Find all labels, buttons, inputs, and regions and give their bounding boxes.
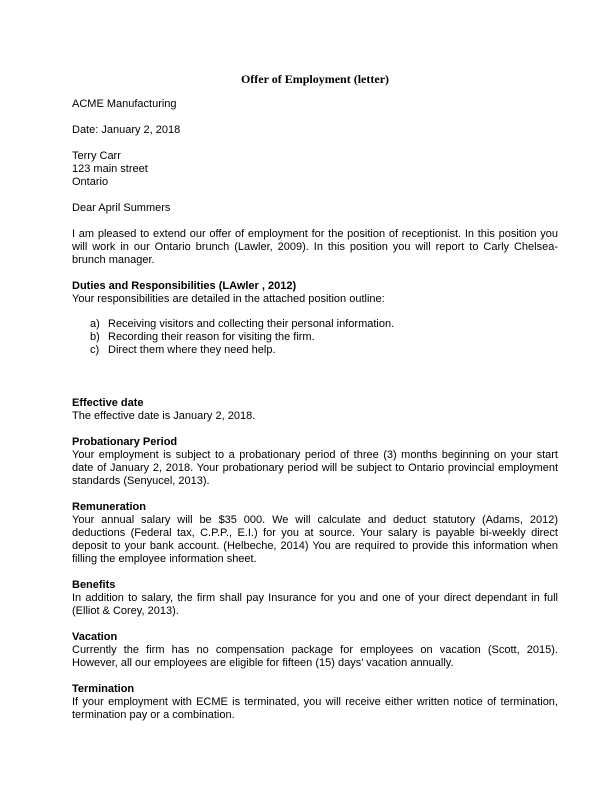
list-item-text: Receiving visitors and collecting their personal information.	[108, 318, 395, 330]
list-item-text: Recording their reason for visiting the firm.	[108, 331, 315, 343]
salutation: Dear April Summers	[72, 202, 171, 214]
recipient-name: Terry Carr	[72, 150, 121, 162]
recipient-province: Ontario	[72, 176, 109, 188]
benefits-section	[72, 579, 558, 618]
letter-page	[72, 72, 558, 735]
list-marker: a)	[90, 318, 100, 330]
vacation-section	[72, 631, 558, 670]
effective-text: The effective date is January 2, 2018.	[72, 410, 256, 422]
list-item	[72, 331, 558, 344]
letter-date: Date: January 2, 2018	[72, 124, 181, 136]
termination-heading: Termination	[72, 683, 135, 695]
list-marker: b)	[90, 331, 100, 343]
duties-text: Your responsibilities are detailed in the attached position outline:	[72, 293, 385, 305]
probation-heading: Probationary Period	[72, 436, 178, 448]
effective-section	[72, 397, 558, 423]
list-item	[72, 318, 558, 331]
remuneration-section	[72, 501, 558, 566]
list-item-text: Direct them where they need help.	[108, 344, 276, 356]
recipient-street: 123 main street	[72, 163, 148, 175]
list-item	[72, 344, 558, 357]
benefits-heading: Benefits	[72, 579, 116, 591]
termination-section	[72, 683, 558, 722]
vacation-heading: Vacation	[72, 631, 118, 643]
duties-heading: Duties and Responsibilities (LAwler , 2012)	[72, 280, 297, 292]
company-name: ACME Manufacturing	[72, 98, 177, 110]
list-marker: c)	[90, 344, 100, 356]
vacation-text: Currently the firm has no compensation package for employees on vacation (Scott, 2015). However, all our employees are eligible for fifteen (15) days’ vacation annually.	[72, 644, 558, 669]
effective-heading: Effective date	[72, 397, 144, 409]
benefits-text: In addition to salary, the firm shall pay Insurance for you and one of your direct dependant in full (Elliot & Corey, 2013).	[72, 592, 558, 617]
termination-text: If your employment with ECME is terminated, you will receive either written notice of termination, termination pay or a combination.	[72, 696, 558, 721]
recipient-address	[72, 150, 558, 189]
intro-paragraph: I am pleased to extend our offer of employment for the position of receptionist. In this position you will work in our Ontario brunch (Lawler, 2009). In this position you will report to Carly Chelsea-brunch manager.	[72, 228, 558, 266]
letter-title: Offer of Employment (letter)	[240, 72, 390, 86]
remuneration-text: Your annual salary will be $35 000. We will calculate and deduct statutory (Adams, 2012) deductions (Federal tax, C.P.P., E.I.) for you at source. Your salary is payable bi-weekly direct deposit to your bank account. (Helbeche, 2014) You are required to provide this information when filling the employee information sheet.	[72, 514, 558, 565]
spacer	[72, 357, 558, 397]
duties-section	[72, 280, 558, 357]
probation-section	[72, 436, 558, 488]
probation-text: Your employment is subject to a probationary period of three (3) months beginning on your start date of January 2, 2018. Your probationary period will be subject to Ontario provincial employment standards (Senyucel, 2013).	[72, 449, 558, 487]
duties-list	[72, 318, 558, 357]
remuneration-heading: Remuneration	[72, 501, 146, 513]
